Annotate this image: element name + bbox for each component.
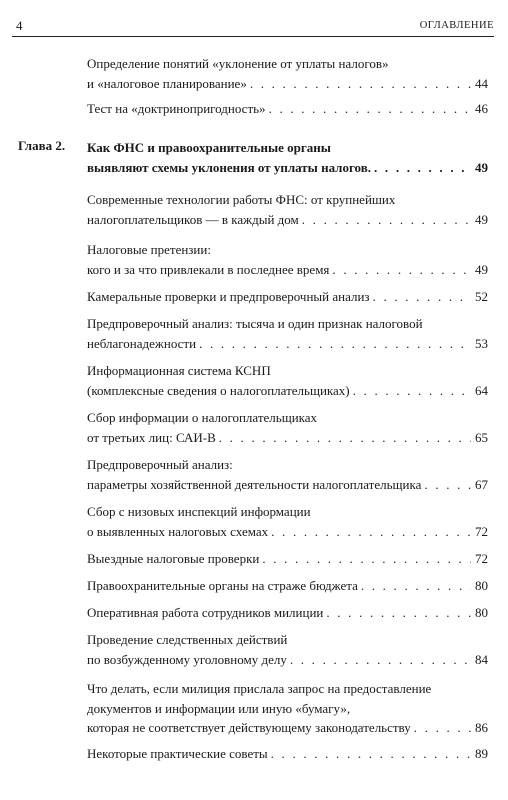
toc-entry-title: Камеральные проверки и предпроверочный анализ — [87, 289, 370, 304]
toc-entry-title: и «налоговое планирование» — [87, 75, 247, 91]
dot-leader — [361, 576, 471, 596]
toc-entry — [87, 240, 488, 279]
toc-page-number: 44 — [475, 75, 488, 91]
toc-entry-line — [87, 475, 488, 495]
page-number: 4 — [16, 18, 23, 33]
toc-entry-line — [87, 428, 488, 448]
toc-entry-line — [87, 99, 488, 119]
toc-entry-title: Как ФНС и правоохранительные органы — [87, 140, 331, 155]
toc-entry-line — [87, 603, 488, 623]
toc-page-number: 80 — [475, 578, 488, 593]
toc-entry-line — [87, 158, 488, 178]
toc-entry-title: Оперативная работа сотрудников милиции — [87, 605, 324, 620]
toc-entry — [87, 314, 488, 353]
toc-entry — [87, 54, 488, 93]
toc-entry-title: которая не соответствует действующему законодательству — [87, 720, 411, 735]
toc-entry-line — [87, 260, 488, 280]
toc-entry — [87, 99, 488, 119]
dot-leader — [332, 260, 471, 280]
toc-page-number: 67 — [475, 476, 488, 492]
toc-entry-title: неблагонадежности — [87, 335, 197, 351]
toc-page-number: 72 — [475, 523, 488, 539]
toc-entry-line — [87, 455, 488, 475]
toc-entry-title: Сбор с низовых инспекций информации — [87, 504, 311, 519]
toc-entry-title: Определение понятий «уклонение от уплаты налогов» — [87, 56, 389, 71]
toc-entry — [87, 549, 488, 569]
toc-page-number: 49 — [475, 211, 488, 227]
dot-leader — [250, 74, 471, 94]
dot-leader — [262, 549, 471, 569]
toc-entry-title: Тест на «доктринопригодность» — [87, 101, 266, 116]
toc-entry-line — [87, 679, 488, 699]
toc-entry-title: Некоторые практические советы — [87, 746, 268, 761]
toc-entry-title: выявляют схемы уклонения от уплаты налогов. — [87, 159, 372, 175]
toc-page-number: 86 — [475, 720, 488, 735]
dot-leader — [353, 381, 471, 401]
toc-entry-line — [87, 502, 488, 522]
toc-entry-title: налогоплательщиков — в каждый дом — [87, 211, 299, 227]
toc-entry-line — [87, 287, 488, 307]
toc-entry-title: Что делать, если милиция прислала запрос на предоставление — [87, 681, 432, 696]
toc-entry — [87, 361, 488, 400]
toc-page-number: 72 — [475, 551, 488, 566]
toc-page-number: 52 — [475, 289, 488, 304]
dot-leader — [424, 475, 471, 495]
toc-entry-title: Информационная система КСНП — [87, 363, 271, 378]
toc-entry-title: документов и информации или иную «бумагу», — [87, 700, 351, 716]
toc-entry — [87, 502, 488, 541]
chapter-label: Глава 2. — [18, 138, 66, 153]
toc-page-number: 64 — [475, 382, 488, 398]
toc-entry — [87, 630, 488, 669]
toc-page-number: 53 — [475, 335, 488, 351]
toc-entry-title: Предпроверочный анализ: тысяча и один признак налоговой — [87, 316, 423, 331]
toc-page-number: 46 — [475, 101, 488, 116]
toc-entry-title: Современные технологии работы ФНС: от крупнейших — [87, 192, 396, 207]
toc-entry-line — [87, 210, 488, 230]
toc-entry — [87, 408, 488, 447]
toc-entry — [87, 190, 488, 229]
toc-entry-title: Проведение следственных действий — [87, 632, 288, 647]
dot-leader — [326, 603, 471, 623]
toc-entry-line — [87, 576, 488, 596]
toc-entry-line — [87, 74, 488, 94]
toc-entry-title: Выездные налоговые проверки — [87, 551, 260, 566]
toc-entry-line — [87, 54, 488, 74]
toc-entry-line — [87, 240, 488, 260]
toc-entry-line — [87, 549, 488, 569]
toc-entry-title: Сбор информации о налогоплательщиках — [87, 410, 318, 425]
running-head: ОГЛАВЛЕНИЕ — [419, 20, 494, 31]
dot-leader — [219, 428, 471, 448]
toc-entry-line — [87, 138, 488, 158]
toc-entry-line — [87, 699, 488, 719]
toc-entry-line — [87, 522, 488, 542]
toc-entry-title: Предпроверочный анализ: — [87, 457, 233, 472]
toc-entry-line — [87, 334, 488, 354]
toc-page-number: 84 — [475, 651, 488, 667]
toc-entry-line — [87, 630, 488, 650]
toc-page-number: 49 — [475, 159, 488, 175]
toc-page-number: 89 — [475, 746, 488, 761]
toc-entry — [87, 679, 488, 738]
toc-entry-line — [87, 361, 488, 381]
toc-page-number: 80 — [475, 605, 488, 620]
dot-leader — [269, 99, 471, 119]
toc-entry-line — [87, 650, 488, 670]
chapter-entry — [87, 138, 488, 177]
toc-entry-title: Налоговые претензии: — [87, 242, 211, 257]
dot-leader — [199, 334, 471, 354]
dot-leader — [374, 158, 471, 178]
toc-entry-line — [87, 314, 488, 334]
toc-entry-title: Правоохранительные органы на страже бюджета — [87, 578, 358, 593]
dot-leader — [414, 718, 471, 738]
toc-entry-line — [87, 718, 488, 738]
dot-leader — [290, 650, 471, 670]
header-rule — [12, 36, 494, 37]
toc-entry-title: по возбужденному уголовному делу — [87, 651, 287, 667]
toc-entry-line — [87, 381, 488, 401]
toc-entry-line — [87, 744, 488, 764]
dot-leader — [302, 210, 471, 230]
toc-entry-title: (комплексные сведения о налогоплательщиках) — [87, 382, 350, 398]
toc-entry — [87, 576, 488, 596]
toc-entry-title: кого и за что привлекали в последнее время — [87, 261, 330, 277]
toc-page-number: 65 — [475, 429, 488, 445]
toc-entry — [87, 603, 488, 623]
dot-leader — [373, 287, 471, 307]
dot-leader — [271, 744, 471, 764]
toc-entry-title: от третьих лиц: САИ-В — [87, 429, 216, 445]
toc-page-number: 49 — [475, 261, 488, 277]
toc-entry-line — [87, 190, 488, 210]
toc-entry — [87, 287, 488, 307]
toc-entry-line — [87, 408, 488, 428]
toc-entry-title: параметры хозяйственной деятельности налогоплательщика — [87, 476, 422, 492]
toc-entry-title: о выявленных налоговых схемах — [87, 523, 269, 539]
toc-entry — [87, 455, 488, 494]
toc-entry — [87, 744, 488, 764]
dot-leader — [271, 522, 471, 542]
